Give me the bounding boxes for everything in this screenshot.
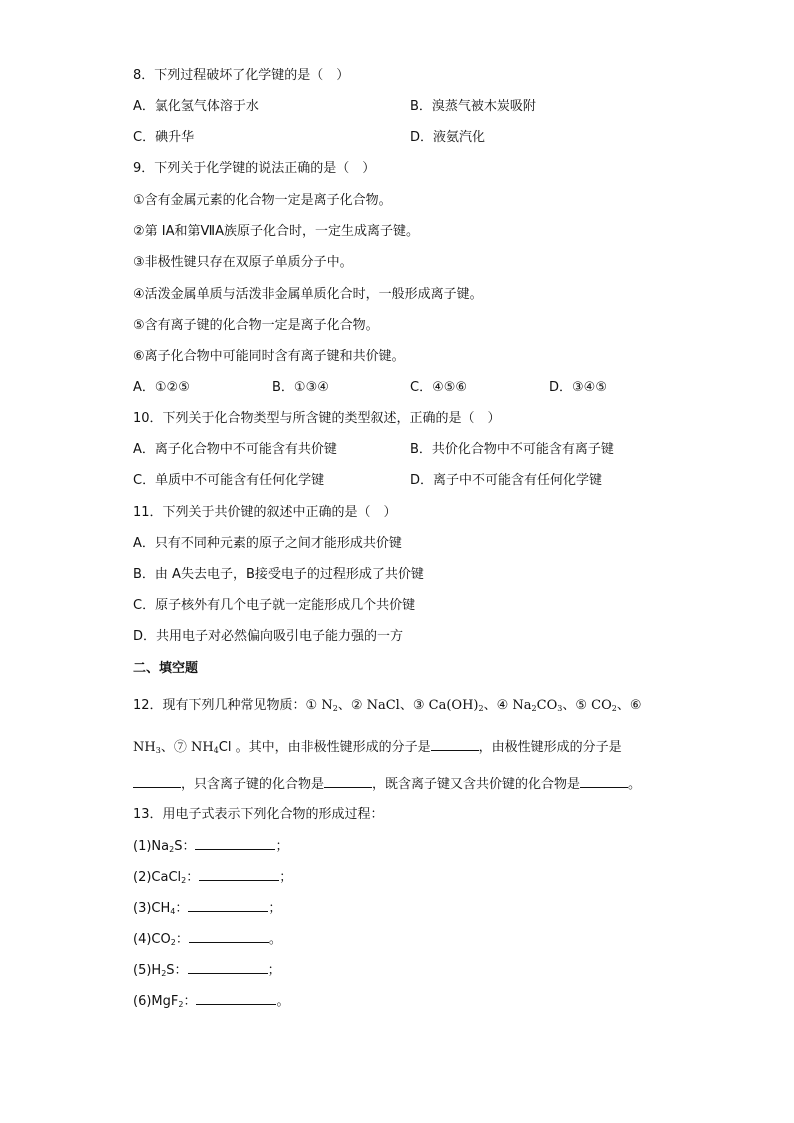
q11-option-b: B．由 A失去电子，B接受电子的过程形成了共价键 bbox=[133, 567, 424, 582]
q10-stem: 10．下列关于化合物类型与所含键的类型叙述，正确的是（ ） bbox=[133, 411, 501, 426]
q13-item-1: $(1)Na_2S$： ； bbox=[133, 839, 289, 854]
answer-blank-6[interactable] bbox=[199, 868, 279, 881]
q12-question-polar: ，由极性键形成的分子是 bbox=[478, 740, 622, 755]
q13-item-6: (6)MgF$_2$： 。 bbox=[133, 994, 290, 1009]
q8-option-d: D．液氨汽化 bbox=[410, 130, 486, 145]
q9-option-d: D．③④⑤ bbox=[549, 380, 607, 395]
q12-item-4: ④ $Na_2CO_3$ bbox=[496, 698, 563, 713]
q12-line3 bbox=[133, 775, 641, 794]
answer-blank-1[interactable] bbox=[431, 738, 479, 751]
q8-option-a: A．氯化氢气体溶于水 bbox=[133, 99, 259, 114]
q9-statement-4: ④活泼金属单质与活泼非金属单质化合时，一般形成离子键。 bbox=[133, 287, 483, 302]
q12-item-6-marker: ⑥ bbox=[629, 698, 642, 713]
q9-statement-1: ①含有金属元素的化合物一定是离子化合物。 bbox=[133, 193, 392, 208]
q11-option-c: C．原子核外有几个电子就一定能形成几个共价键 bbox=[133, 598, 416, 613]
q8-option-b: B．溴蒸气被木炭吸附 bbox=[410, 99, 536, 114]
q9-option-a: A．①②⑤ bbox=[133, 380, 190, 395]
q13-item-3: $(3)CH_4$： ； bbox=[133, 901, 282, 916]
q11-stem: 11．下列关于共价键的叙述中正确的是（ ） bbox=[133, 505, 397, 520]
answer-blank-9[interactable] bbox=[188, 961, 268, 974]
q12-intro: 12．现有下列几种常见物质： bbox=[133, 698, 306, 713]
answer-blank-8[interactable] bbox=[189, 930, 269, 943]
q12-sep: 、 bbox=[562, 698, 576, 713]
section-heading-fill-in: 二、填空题 bbox=[133, 661, 199, 676]
q10-option-a: A．离子化合物中不可能含有共价键 bbox=[133, 442, 337, 457]
answer-blank-2[interactable] bbox=[133, 775, 181, 788]
q12-sep: 、 bbox=[399, 698, 413, 713]
q10-options-row1 bbox=[133, 441, 614, 459]
q9-statement-5: ⑤含有离子键的化合物一定是离子化合物。 bbox=[133, 318, 379, 333]
q9-statement-3: ③非极性键只存在双原子单质分子中。 bbox=[133, 255, 353, 270]
answer-blank-5[interactable] bbox=[195, 837, 275, 850]
q9-statement-6: ⑥离子化合物中可能同时含有离子键和共价键。 bbox=[133, 349, 405, 364]
q12-item-3: ③ $Ca(OH)_2$ bbox=[412, 698, 484, 713]
q12-line1 bbox=[133, 697, 642, 718]
answer-blank-4[interactable] bbox=[580, 775, 628, 788]
q13-item-2: (2)CaCl$_2$： ； bbox=[133, 870, 293, 885]
answer-blank-7[interactable] bbox=[188, 899, 268, 912]
answer-blank-3[interactable] bbox=[324, 775, 372, 788]
q9-option-b: B．①③④ bbox=[272, 380, 329, 395]
q13-item-5: $(5)H_2S$： ； bbox=[133, 963, 281, 978]
q12-nh4cl: 、⑦ $NH_4$ bbox=[160, 740, 219, 755]
q10-option-b: B．共价化合物中不可能含有离子键 bbox=[410, 442, 614, 457]
q12-item-5: ⑤ $CO_2$ bbox=[575, 698, 617, 713]
q12-question-ionic-only: ，只含离子键的化合物是 bbox=[181, 777, 325, 792]
q12-sep: 、 bbox=[337, 698, 351, 713]
q13-item-4: $(4)CO_2$： 。 bbox=[133, 932, 282, 947]
q10-options-row2 bbox=[133, 472, 603, 490]
answer-blank-10[interactable] bbox=[196, 992, 276, 1005]
q11-option-d: D．共用电子对必然偏向吸引电子能力强的一方 bbox=[133, 629, 404, 644]
q12-nh3: $NH_3$ bbox=[133, 740, 161, 755]
q10-option-c: C．单质中不可能含有任何化学键 bbox=[133, 473, 325, 488]
q12-sep: 、 bbox=[483, 698, 497, 713]
q9-statement-2: ②第 IA和第ⅦA族原子化合时，一定生成离子键。 bbox=[133, 224, 419, 239]
q12-question-ionic-covalent: ，既含离子键又含共价键的化合物是 bbox=[372, 777, 581, 792]
q12-end: 。 bbox=[628, 777, 642, 792]
q12-line2 bbox=[133, 738, 622, 760]
q8-option-c: C．碘升华 bbox=[133, 130, 195, 145]
q12-sep: 、 bbox=[616, 698, 630, 713]
q12-question-nonpolar: Cl 。其中，由非极性键形成的分子是 bbox=[218, 740, 431, 755]
q10-option-d: D．离子中不可能含有任何化学键 bbox=[410, 473, 603, 488]
q12-item-1: ① $N_2$ bbox=[305, 698, 338, 713]
q12-item-2: ② NaCl bbox=[350, 698, 400, 713]
q8-options-row2 bbox=[133, 129, 486, 147]
q9-stem: 9．下列关于化学键的说法正确的是（ ） bbox=[133, 161, 376, 176]
q8-options-row1 bbox=[133, 98, 536, 116]
q13-stem: 13．用电子式表示下列化合物的形成过程： bbox=[133, 807, 384, 822]
q11-option-a: A．只有不同种元素的原子之间才能形成共价键 bbox=[133, 536, 402, 551]
q8-stem: 8．下列过程破坏了化学键的是（ ） bbox=[133, 68, 350, 83]
q9-option-c: C．④⑤⑥ bbox=[410, 380, 468, 395]
